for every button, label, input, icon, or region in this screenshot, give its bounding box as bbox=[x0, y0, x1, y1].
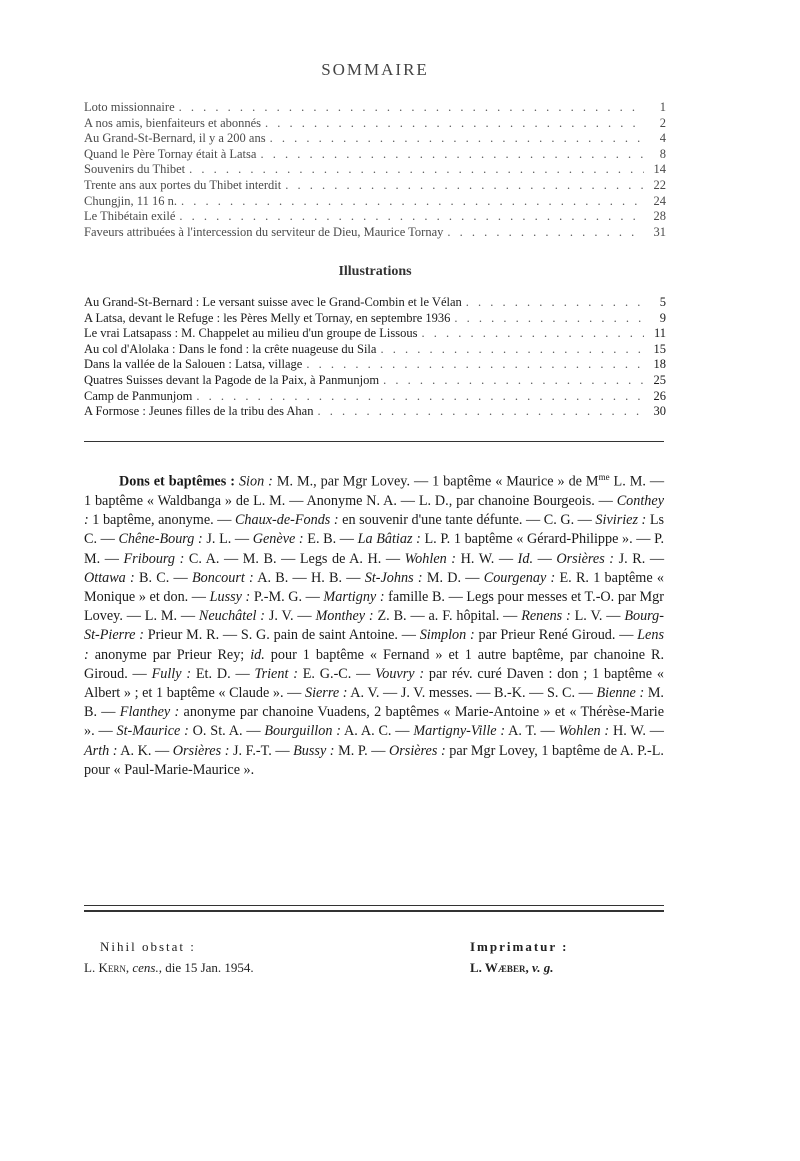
entry-title: Au col d'Alolaka : Dans le fond : la crête nuageuse du Sila bbox=[84, 341, 377, 356]
nihil-obstat-block bbox=[84, 936, 254, 978]
place-name: Wohlen : bbox=[558, 723, 610, 740]
donor-text: A. V. — J. V. messes. — B.-K. — S. C. — bbox=[347, 684, 597, 701]
toc-entry bbox=[84, 178, 666, 194]
donor-text: C. A. — M. B. — Legs de A. H. — bbox=[184, 550, 405, 567]
double-rule-top bbox=[84, 905, 664, 906]
place-name: Arth : bbox=[84, 742, 118, 759]
page-number: 24 bbox=[653, 193, 666, 208]
donor-text: Ls C. — bbox=[84, 512, 665, 548]
page-number: 9 bbox=[659, 310, 666, 325]
place-name: Trient : bbox=[254, 665, 298, 682]
censor-role: cens., bbox=[132, 960, 162, 975]
illustration-entry bbox=[84, 326, 666, 342]
place-name: St-Johns : bbox=[364, 569, 423, 586]
entry-title: Dans la vallée de la Salouen : Latsa, village bbox=[84, 357, 303, 372]
entry-title: A nos amis, bienfaiteurs et abonnés bbox=[84, 115, 262, 130]
place-name: Id. bbox=[517, 550, 534, 567]
imprimatur-line bbox=[470, 957, 569, 978]
place-name: id. bbox=[250, 646, 265, 663]
superscript: me bbox=[598, 472, 610, 482]
table-of-contents bbox=[84, 100, 666, 240]
donor-text: Z. B. — a. F. hôpital. — bbox=[373, 608, 522, 625]
entry-title: Au Grand-St-Bernard : Le versant suisse avec le Grand-Combin et le Vélan bbox=[84, 295, 462, 309]
censor-name: L. Kern, bbox=[84, 960, 130, 975]
dot-leader bbox=[189, 162, 644, 178]
vicar-role: v. g. bbox=[531, 960, 554, 975]
dot-leader bbox=[317, 404, 644, 420]
place-name: Bourguillon : bbox=[264, 723, 341, 740]
dot-leader bbox=[285, 178, 644, 194]
illustration-entry bbox=[84, 373, 666, 389]
dot-leader bbox=[380, 342, 644, 358]
donor-text: M. M., par Mgr Lovey. — 1 baptême « Maurice » de M bbox=[272, 473, 599, 490]
dot-leader bbox=[421, 326, 644, 342]
illustration-entry bbox=[84, 404, 666, 420]
place-name: St-Maurice : bbox=[116, 723, 189, 740]
place-name: Bourg-St-Pierre : bbox=[84, 608, 664, 644]
entry-title: Quand le Père Tornay était à Latsa bbox=[84, 146, 257, 161]
entry-title: Chungjin, 11 16 n. bbox=[84, 193, 177, 208]
place-name: Wohlen : bbox=[404, 550, 457, 567]
place-name: Siviriez : bbox=[595, 512, 647, 529]
page-number: 30 bbox=[653, 404, 666, 419]
donor-text: P.-M. G. — bbox=[250, 588, 324, 605]
donor-text: J. F.-T. — bbox=[229, 742, 294, 759]
place-name: Flanthey : bbox=[119, 704, 180, 721]
entry-title: Quatres Suisses devant la Pagode de la Paix, à Panmunjom bbox=[84, 372, 380, 387]
dot-leader bbox=[466, 295, 644, 311]
dot-leader bbox=[260, 147, 644, 163]
dot-leader bbox=[447, 225, 644, 241]
vicar-name: L. Wæber, bbox=[470, 960, 529, 975]
toc-entry bbox=[84, 225, 666, 241]
page-number: 8 bbox=[659, 146, 666, 161]
toc-entry bbox=[84, 116, 666, 132]
donor-text: Et. D. — bbox=[191, 665, 255, 682]
donor-text: M. P. — bbox=[334, 742, 390, 759]
place-name: Sierre : bbox=[304, 684, 348, 701]
page-number: 25 bbox=[653, 372, 666, 387]
dot-leader bbox=[179, 100, 644, 116]
place-name: Orsières : bbox=[172, 742, 230, 759]
donor-text: en souvenir d'une tante défunte. — C. G. — bbox=[338, 512, 596, 529]
place-name: Fully : bbox=[151, 665, 192, 682]
place-name: Bienne : bbox=[596, 684, 645, 701]
entry-title: Loto missionnaire bbox=[84, 100, 175, 114]
nihil-obstat-label: Nihil obstat : bbox=[100, 939, 196, 954]
place-name: Lussy : bbox=[209, 588, 251, 605]
entry-title: Le Thibétain exilé bbox=[84, 209, 176, 224]
page-number: 14 bbox=[653, 162, 666, 177]
page-number: 1 bbox=[659, 100, 666, 114]
place-name: Martigny-Ville : bbox=[413, 723, 506, 740]
entry-title: A Formose : Jeunes filles de la tribu des Ahan bbox=[84, 404, 314, 419]
place-name: Martigny : bbox=[323, 588, 385, 605]
dot-leader bbox=[265, 116, 644, 132]
dons-paragraph bbox=[84, 468, 664, 780]
place-name: Boncourt : bbox=[191, 569, 254, 586]
illustrations-list bbox=[84, 295, 666, 420]
place-name: Bussy : bbox=[293, 742, 335, 759]
imprimatur-block bbox=[470, 936, 569, 978]
donor-text: anonyme par chanoine Vuadens, 2 baptêmes « Marie-Antoine » et « Thérèse-Marie ». — bbox=[84, 704, 664, 740]
illustration-entry bbox=[84, 342, 666, 358]
page-number: 31 bbox=[653, 224, 666, 239]
imprimatur-label: Imprimatur : bbox=[470, 939, 569, 954]
place-name: Neuchâtel : bbox=[198, 608, 266, 625]
entry-title: A Latsa, devant le Refuge : les Pères Melly et Tornay, en septembre 1936 bbox=[84, 310, 451, 325]
donor-text: E. R. 1 baptême « Monique » et don. — bbox=[84, 569, 664, 605]
donor-text: par Prieur René Giroud. — bbox=[474, 627, 638, 644]
donor-text: E. G.-C. — bbox=[297, 665, 376, 682]
entry-title: Trente ans aux portes du Thibet interdit bbox=[84, 177, 282, 192]
place-name: Vouvry : bbox=[375, 665, 425, 682]
donor-text: par Mgr Lovey, 1 baptême de A. P.-L. pour « Paul-Marie-Maurice ». bbox=[84, 742, 664, 778]
donor-text: L. P. 1 baptême « Gérard-Philippe ». — P. M. — bbox=[84, 531, 664, 567]
entry-title: Souvenirs du Thibet bbox=[84, 162, 186, 177]
donor-text: anonyme par Prieur Rey; bbox=[88, 646, 251, 663]
place-name: Renens : bbox=[521, 608, 571, 625]
dons-heading: Dons et baptêmes : bbox=[119, 473, 235, 490]
page-number: 18 bbox=[653, 357, 666, 372]
page-number: 26 bbox=[653, 388, 666, 403]
donor-text: 1 baptême, anonyme. — bbox=[88, 512, 235, 529]
donor-text: H. W. — bbox=[456, 550, 518, 567]
donor-text: J. R. — bbox=[614, 550, 665, 567]
donor-text: par rév. curé Daven : don ; 1 baptême « Albert » ; et 1 baptême « Claude ». — bbox=[84, 665, 664, 701]
dot-leader bbox=[454, 311, 644, 327]
toc-entry bbox=[84, 209, 666, 225]
illustration-entry bbox=[84, 295, 666, 311]
place-name: Conthey : bbox=[84, 492, 664, 529]
place-name: Monthey : bbox=[315, 608, 374, 625]
donor-text: — bbox=[533, 550, 557, 567]
toc-entry bbox=[84, 194, 666, 210]
dot-leader bbox=[306, 357, 644, 373]
donor-text: L. V. — bbox=[570, 608, 625, 625]
donor-text: B. C. — bbox=[134, 569, 192, 586]
section-divider bbox=[84, 441, 664, 442]
page-number: 11 bbox=[653, 326, 666, 341]
page-title: SOMMAIRE bbox=[321, 60, 429, 79]
page-number: 22 bbox=[653, 177, 666, 192]
donor-text: L. M. — 1 baptême « Waldbanga » de L. M. — Anonyme N. A. — L. D., par chanoine Bourgeois. — bbox=[84, 473, 665, 509]
dot-leader bbox=[181, 194, 644, 210]
donor-text: A. K. — bbox=[117, 742, 173, 759]
entry-title: Camp de Panmunjom bbox=[84, 388, 193, 403]
donor-text: M. D. — bbox=[422, 569, 484, 586]
donor-text: E. B. — bbox=[303, 531, 358, 548]
place-name: Chêne-Bourg : bbox=[118, 531, 203, 548]
place-name: Simplon : bbox=[419, 627, 475, 644]
entry-title: Au Grand-St-Bernard, il y a 200 ans bbox=[84, 131, 266, 146]
dot-leader bbox=[179, 209, 644, 225]
page-number: 2 bbox=[659, 115, 666, 130]
double-rule-bottom bbox=[84, 910, 664, 912]
nihil-obstat-line bbox=[84, 957, 254, 978]
donor-text: A. B. — H. B. — bbox=[253, 569, 365, 586]
place-name: Ottawa : bbox=[84, 569, 135, 586]
donor-text: A. T. — bbox=[505, 723, 559, 740]
dot-leader bbox=[270, 131, 644, 147]
toc-entry bbox=[84, 131, 666, 147]
toc-entry bbox=[84, 100, 666, 116]
donor-text: pour 1 baptême « Fernand » et 1 autre baptême, par chanoine R. Giroud. — bbox=[84, 646, 664, 682]
donor-text: famille B. — Legs pour messes et T.-O. par Mgr Lovey. — L. M. — bbox=[84, 588, 664, 625]
dot-leader bbox=[196, 389, 644, 405]
donor-text: Prieur M. R. — S. G. pain de saint Antoine. — bbox=[143, 627, 420, 644]
entry-title: Le vrai Latsapass : M. Chappelet au milieu d'un groupe de Lissous bbox=[84, 326, 418, 341]
nihil-date: die 15 Jan. 1954. bbox=[165, 960, 254, 975]
illustration-entry bbox=[84, 389, 666, 405]
place-name: Lens : bbox=[84, 627, 664, 663]
place-name: Chaux-de-Fonds : bbox=[234, 512, 339, 529]
page-number: 4 bbox=[659, 131, 666, 146]
donor-text: O. St. A. — bbox=[188, 723, 265, 740]
entry-title: Faveurs attribuées à l'intercession du serviteur de Dieu, Maurice Tornay bbox=[84, 224, 444, 239]
toc-entry bbox=[84, 162, 666, 178]
donor-text: A. A. C. — bbox=[340, 723, 414, 740]
donor-text: H. W. — bbox=[609, 723, 664, 740]
page-number: 15 bbox=[653, 341, 666, 356]
page-number: 28 bbox=[653, 209, 666, 224]
place-name: Orsières : bbox=[389, 742, 446, 759]
place-name: Orsières : bbox=[556, 550, 615, 567]
illustration-entry bbox=[84, 357, 666, 373]
place-name: Genève : bbox=[252, 531, 304, 548]
dot-leader bbox=[383, 373, 644, 389]
place-name: La Bâtiaz : bbox=[357, 531, 421, 548]
donor-text: M. B. — bbox=[84, 684, 664, 721]
donor-text: J. L. — bbox=[202, 531, 253, 548]
page-number: 5 bbox=[659, 295, 666, 309]
toc-entry bbox=[84, 147, 666, 163]
place-name: Courgenay : bbox=[483, 569, 556, 586]
donor-text: J. V. — bbox=[265, 608, 316, 625]
illustration-entry bbox=[84, 311, 666, 327]
place-name: Fribourg : bbox=[123, 550, 185, 567]
illustrations-heading: Illustrations bbox=[338, 264, 412, 279]
place-name: Sion : bbox=[238, 473, 273, 490]
